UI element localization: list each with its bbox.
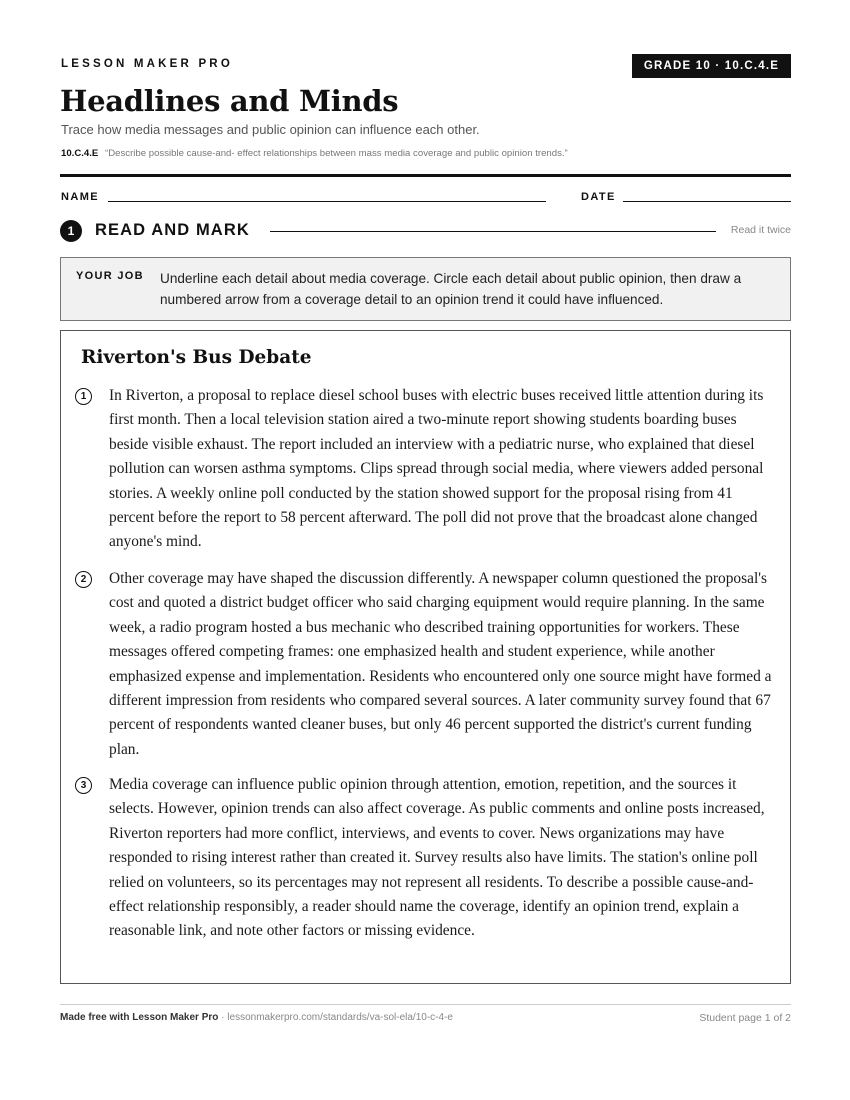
date-label: DATE bbox=[581, 191, 616, 203]
grade-badge: GRADE 10 · 10.C.4.E bbox=[632, 54, 791, 78]
reading-passage bbox=[60, 330, 791, 984]
section-note: Read it twice bbox=[730, 224, 791, 236]
footer-separator: · bbox=[218, 1012, 228, 1023]
page-title: Headlines and Minds bbox=[60, 84, 399, 118]
standard-text: “Describe possible cause-and- effect relationships between mass media coverage and public opinion trends.” bbox=[105, 148, 568, 159]
footer-made-with: Made free with Lesson Maker Pro bbox=[60, 1012, 219, 1023]
paragraph-number-circle: 1 bbox=[75, 388, 92, 405]
instructions-box bbox=[60, 257, 791, 321]
name-label: NAME bbox=[61, 191, 99, 203]
section-divider bbox=[270, 231, 716, 232]
page-subtitle: Trace how media messages and public opinion can influence each other. bbox=[61, 122, 480, 137]
paragraph-text: Other coverage may have shaped the discussion differently. A newspaper column questioned the proposal's cost and quoted a district budget officer who said charging equipment would require planning. In the same week, a radio program hosted a bus mechanic who described training opportunities for workers. These messages offered competing frames: one emphasized health and student experience, while another emphasized expense and implementation. Residents who encountered only one source might have formed a different impression from residents who compared several sources. A later community survey found that 67 percent of respondents wanted cleaner buses, but only 46 percent supported the district's current funding plan. bbox=[109, 570, 772, 758]
footer-credit bbox=[60, 1012, 453, 1023]
paragraph-number-circle: 2 bbox=[75, 571, 92, 588]
section-title: READ AND MARK bbox=[95, 221, 250, 239]
page-number: Student page 1 of 2 bbox=[699, 1012, 791, 1024]
instructions-text: Underline each detail about media coverage. Circle each detail about public opinion, then draw a numbered arrow from a coverage detail to an opinion trend it could have influenced. bbox=[160, 271, 742, 307]
footer-url[interactable]: lessonmakerpro.com/standards/va-sol-ela/10-c-4-e bbox=[227, 1012, 453, 1023]
date-field[interactable] bbox=[623, 201, 791, 202]
footer-divider bbox=[60, 1004, 791, 1005]
paragraph-text: In Riverton, a proposal to replace diesel school buses with electric buses received little attention during its first month. Then a local television station aired a two-minute report showing students boarding buses beside visible exhaust. The report included an interview with a pediatric nurse, who explained that diesel pollution can worsen asthma symptoms. Clips spread through social media, where viewers added personal stories. A weekly online poll conducted by the station showed support for the proposal rising from 41 percent before the report to 58 percent afterward. The poll did not prove that the broadcast alone changed anyone's mind. bbox=[109, 387, 764, 551]
paragraph-number-circle: 3 bbox=[75, 777, 92, 794]
header-divider bbox=[60, 174, 791, 177]
instructions-label: YOUR JOB bbox=[76, 270, 144, 282]
standard-line bbox=[61, 148, 568, 159]
paragraph-text: Media coverage can influence public opinion through attention, emotion, repetition, and the sources it selects. However, opinion trends can also affect coverage. As public comments and online posts increased, Riverton reporters had more conflict, interviews, and events to cover. News organizations may have responded to rising interest rather than created it. Survey results also have limits. The station's online poll relied on volunteers, so its percentages may not represent all residents. To describe a possible cause-and-effect relationship responsibly, a reader should name the coverage, identify an opinion trend, explain a reasonable link, and note other factors or missing evidence. bbox=[109, 776, 765, 940]
brand-name: LESSON MAKER PRO bbox=[61, 58, 233, 70]
standard-code: 10.C.4.E bbox=[61, 148, 99, 159]
section-header bbox=[60, 220, 791, 242]
name-field[interactable] bbox=[108, 201, 546, 202]
step-number-badge: 1 bbox=[60, 220, 82, 242]
passage-title: Riverton's Bus Debate bbox=[81, 347, 312, 368]
